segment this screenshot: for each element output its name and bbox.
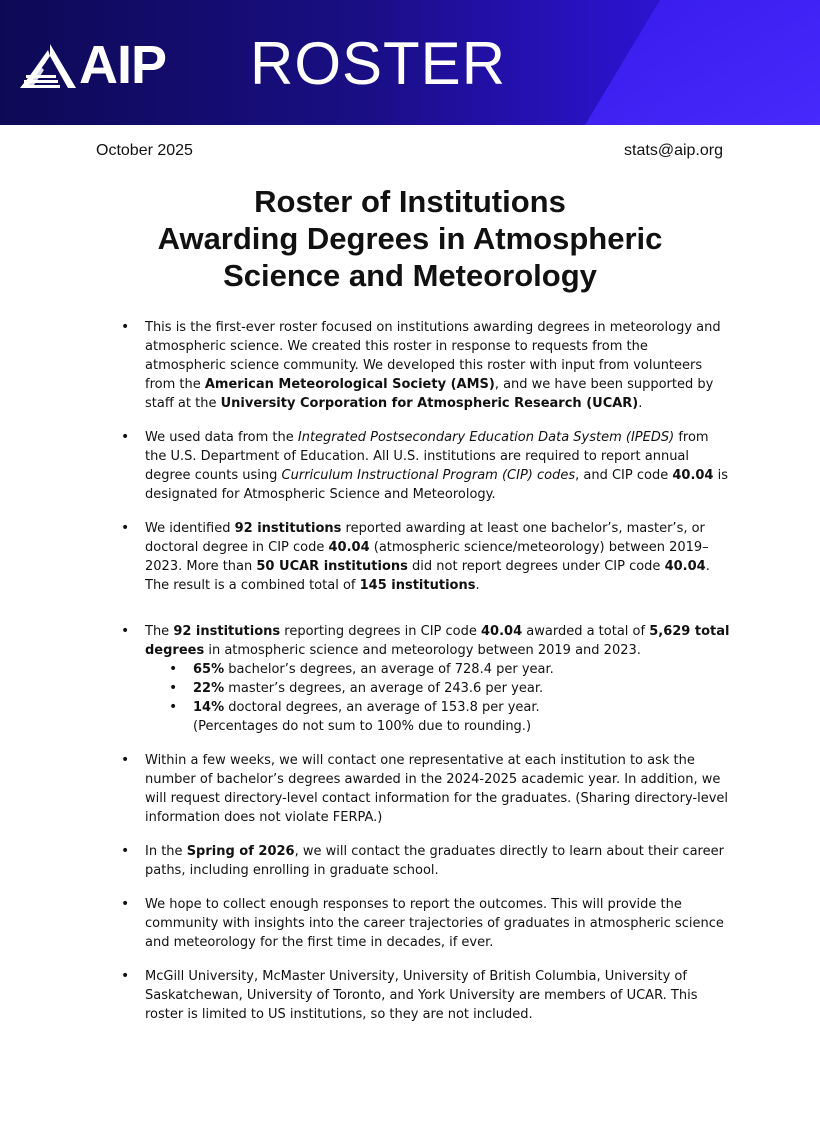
document-title bbox=[0, 183, 820, 294]
sub-bullet-item: • 65% bachelor’s degrees, an average of 728.4 per year. bbox=[193, 660, 730, 679]
contact-email-link[interactable]: stats@aip.org bbox=[624, 142, 723, 159]
header-banner bbox=[0, 0, 820, 125]
title-line: Roster of Institutions bbox=[254, 184, 566, 219]
aip-logo-icon bbox=[20, 44, 80, 88]
bullet-item: • We used data from the Integrated Postsecondary Education Data System (IPEDS) from the U.S. Department of Education. All U.S. institutions are required to report annual degree counts using Curriculum Instructional Program (CIP) codes, and CIP code 40.04 is designated for Atmospheric Science and Meteorology. bbox=[145, 428, 730, 504]
bullet-item: • We hope to collect enough responses to report the outcomes. This will provide the community with insights into the career trajectories of graduates in atmospheric science and meteorology for the first time in decades, if ever. bbox=[145, 895, 730, 952]
bullet-list bbox=[145, 318, 730, 1024]
bullet-item: • Within a few weeks, we will contact one representative at each institution to ask the number of bachelor’s degrees awarded in the 2024-2025 academic year. In addition, we will request directory-level contact information for the graduates. (Sharing directory-level information does not violate FERPA.) bbox=[145, 751, 730, 827]
bullet-item: • The 92 institutions reporting degrees in CIP code 40.04 awarded a total of 5,629 total degrees in atmospheric science and meteorology between 2019 and 2023. • 65% bachelor’s degrees, an average of 728.4 per year. • 22% master’s degrees, an average of 243.6 per year. • 14% doctoral degrees, an average of 153.8 per year. (Percentages do not sum to 100% due to rounding.) bbox=[145, 622, 730, 736]
rounding-note: (Percentages do not sum to 100% due to rounding.) bbox=[193, 719, 532, 734]
bullet-item: • This is the first-ever roster focused on institutions awarding degrees in meteorology and atmospheric science. We created this roster in response to requests from the atmospheric science community. We developed this roster with input from volunteers from the American Meteorological Society (AMS), and we have been supported by staff at the University Corporation for Atmospheric Research (UCAR). bbox=[145, 318, 730, 413]
sub-bullet-list bbox=[145, 660, 730, 717]
bullet-item: • In the Spring of 2026, we will contact the graduates directly to learn about their career paths, including enrolling in graduate school. bbox=[145, 842, 730, 880]
title-line: Science and Meteorology bbox=[223, 258, 597, 293]
sub-bullet-item: • 22% master’s degrees, an average of 243.6 per year. bbox=[193, 679, 730, 698]
bullet-item: • We identified 92 institutions reported awarding at least one bachelor’s, master’s, or doctoral degree in CIP code 40.04 (atmospheric science/meteorology) between 2019–2023. More than 50 UCAR institutions did not report degrees under CIP code 40.04. The result is a combined total of 145 institutions. bbox=[145, 519, 730, 595]
bullet-item: • McGill University, McMaster University, University of British Columbia, University of Saskatchewan, University of Toronto, and York University are members of UCAR. This roster is limited to US institutions, so they are not included. bbox=[145, 967, 730, 1024]
aip-logo-text: AIP bbox=[79, 35, 167, 95]
publication-date: October 2025 bbox=[96, 142, 193, 159]
sub-bullet-item: • 14% doctoral degrees, an average of 153.8 per year. bbox=[193, 698, 730, 717]
title-line: Awarding Degrees in Atmospheric bbox=[157, 221, 663, 256]
banner-title: ROSTER bbox=[250, 30, 507, 97]
